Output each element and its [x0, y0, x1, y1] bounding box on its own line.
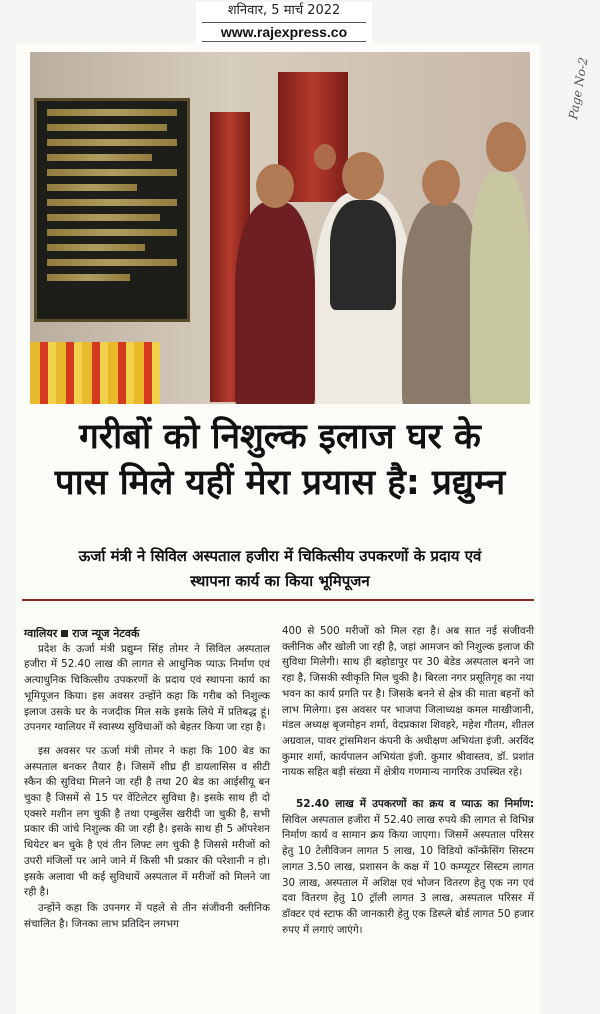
dateline-separator-icon	[61, 630, 68, 637]
paragraph: प्रदेश के ऊर्जा मंत्री प्रद्युम्न सिंह तोमर ने सिविल अस्पताल हजीरा में 52.40 लाख की लागत से आधुनिक प्याऊ निर्माण एवं अत्याधुनिक चिकित्सीय उपकरणों के प्रदाय एवं स्थापना कार्य का भूमिपूजन किया। इस अवसर उन्होंने कहा कि गरीब को निशुल्क इलाज उसके घर के नजदीक मिल सके इसके लिये में प्रतिबद्ध हूं। उपनगर ग्वालियर में स्वास्थ्य सुविधाओं को बेहतर किया जा रहा है।	[24, 642, 270, 734]
masthead	[196, 2, 372, 46]
headline-line-2: पास मिले यहीं मेरा प्रयास है: प्रद्युम्न	[54, 463, 506, 503]
subheadline-line-1: ऊर्जा मंत्री ने सिविल अस्पताल हजीरा में चिकित्सीय उपकरणों के प्रदाय एवं	[78, 547, 482, 565]
divider-rule	[22, 599, 534, 601]
paragraph: 400 से 500 मरीजों को मिल रहा है। अब सात नई संजीवनी क्लीनिक और खोली जा रही है, जहां आमजन को निशुल्क इलाज की सुविधा मिलेगी। साथ ही बहोडापुर पर 30 बेडेड अस्पताल बनने जा रहा है, जिसकी स्वीकृति मिल चुकी है। बिरला नगर प्रसूतिगृह का नया भवन का कार्य प्रगति पर है। जिसके बनने से क्षेत्र की माता बहनों को लाभ मिलेगा। इस अवसर पर भाजपा जिलाध्यक्ष कमल माखीजानी, मंडल अध्यक्ष बृजमोहन शर्मा, वेदप्रकाश शिवहरे, महेश गौतम, शीतल अग्रवाल, पावर ट्रांसमिशन कंपनी के अधीक्षण अभियंता इंजी. अरविंद कुमार शर्मा, कार्यपालन अभियंता इंजी. कुमार श्रीवास्तव, डॉ. प्रशांत नायक सहित बड़ी संख्या में क्षेत्रीय गणमान्य नागरिक उपस्थित रहे।	[282, 625, 534, 779]
foundation-plaque-graphic	[34, 98, 190, 322]
article-column-1	[24, 626, 270, 932]
masthead-site: www.rajexpress.co	[202, 22, 366, 42]
person-4	[470, 172, 530, 404]
handwritten-page-note: Page No-2	[566, 56, 591, 121]
dateline-city: ग्वालियर	[24, 627, 58, 640]
masthead-date: शनिवार, 5 मार्च 2022	[227, 3, 341, 18]
headline	[24, 414, 536, 506]
subsection-lead: 52.40 लाख में उपकरणों का क्रय व प्याऊ का निर्माण:	[296, 798, 534, 811]
subheadline-line-2: स्थापना कार्य का किया भूमिपूजन	[190, 572, 370, 590]
subsection-text: सिविल अस्पताल हजीरा में 52.40 लाख रुपये की लागत से विभिन्न निर्माण कार्य व सामान क्रय किया जाएगा। जिसमें अस्पताल परिसर हेतु 10 टेलीविजन लागत 5 लाख, 10 विडियो कॉन्फ्रेंसिंग सिस्टम लागत 3.50 लाख, प्रशासन के कक्ष में 10 कम्प्यूटर सिस्टम लागत 30 लाख, अस्पताल में अशिक्ष एवं भोजन वितरण हेतु एक नग एवं दवा वितरण हेतु 10 ट्रॉली लागत 3 लाख, अस्पताल परिसर में डॉक्टर एवं स्टाफ की जानकारी हेतु एक डिस्प्ले बोर्ड लागत 50 हजार रुपए में लगाएं जाएंगे।	[282, 813, 534, 936]
paragraph: इस अवसर पर ऊर्जा मंत्री तोमर ने कहा कि 100 बेड का अस्पताल बनकर तैयार है। जिसमें शीघ्र ही डायलासिस व सीटी स्कैन की सुविधा मिलने जा रही है तथा 20 बेड का आईसीयू बन चुका है जिसमें से 15 पर वेंटिलेटर सुविधा है। इसके साथ ही दो एक्सरे मशीन लग चुकी है तथा एम्बुलेंस खरीदी जा चुकी है, सभी प्रकार की जांचे निशुल्क की जा रही है। इसके साथ ही 5 ऑपरेशन थियेटर बन चुके है एवं तीन लिफ्ट लग चुकी है जिससे मरीजों को उपरी मंजिलों पर आने जाने में किसी भी प्रकार की परेशानी न हो। इसके अलावा भी कई सुविधायें अस्पताल में मरीजों को मिलने जा रही है।	[24, 744, 270, 899]
person-1	[235, 202, 315, 404]
subheadline	[26, 544, 534, 594]
dateline-source: राज न्यूज नेटवर्क	[72, 627, 140, 640]
headline-line-1: गरीबों को निशुल्क इलाज घर के	[79, 417, 481, 457]
paragraph	[282, 797, 534, 938]
dateline	[24, 626, 270, 642]
paragraph: उन्होंने कहा कि उपनगर में पहले से तीन संजीवनी क्लीनिक संचालित है। जिनका लाभ प्रतिदिन लगभग	[24, 901, 270, 930]
flower-garland	[30, 342, 160, 404]
news-clipping	[16, 44, 540, 1014]
article-column-2	[282, 624, 534, 938]
photo-of-ministers-at-plaque	[30, 52, 530, 404]
